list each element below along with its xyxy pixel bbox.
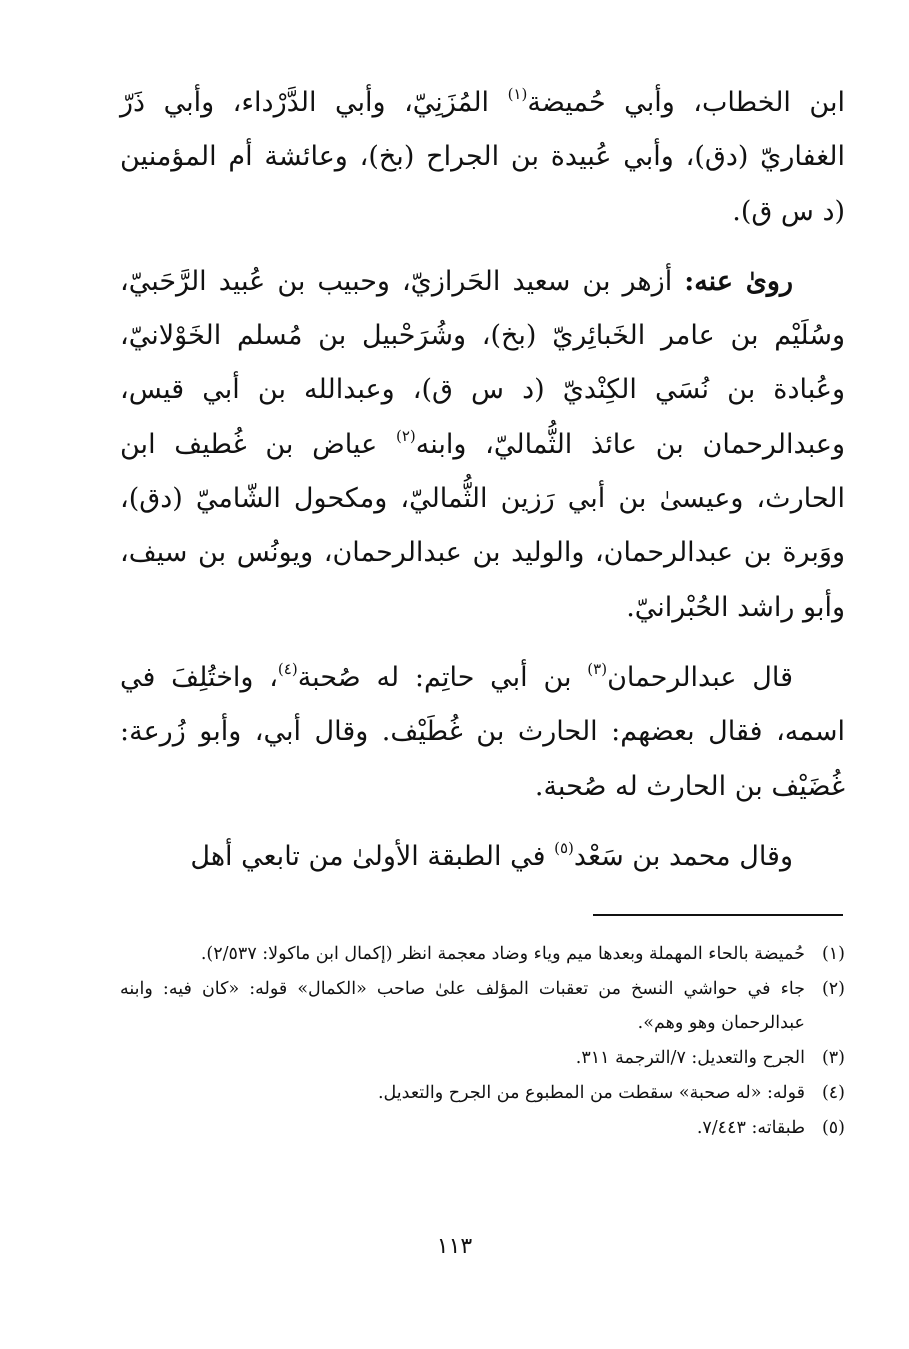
paragraph-narrators-from [120,76,845,239]
footnote-number: (١) [821,944,845,964]
footnote-marker: (٤) [277,659,298,678]
paragraph-ibn-saad [120,830,845,884]
main-text [120,76,845,884]
text-run: قال عبدالرحمان [607,661,793,693]
page-number: ١١٣ [436,1234,473,1259]
footnote-text: الجرح والتعديل: ٧/الترجمة ٣١١. [575,1048,805,1068]
text-run: عياض بن غُطيف ابن الحارث، وعيسىٰ بن أبي رَزين الثُّماليّ، ومكحول الشّاميّ (دق)، ووَبرة بن عبدالرحمان، والوليد بن عبدالرحمان، ويونُس بن سيف، وأبو راشد الحُبْرانيّ. [120,428,845,623]
text-run: بن أبي حاتِم: له صُحبة [297,661,588,693]
footnote-text: قوله: «له صحبة» سقطت من المطبوع من الجرح والتعديل. [377,1083,805,1103]
footnote-marker: (٣) [587,659,608,678]
footnote-marker: (٥) [554,838,574,857]
paragraph-lead: روىٰ عنه: [684,265,793,297]
text-run: أزهر بن سعيد الحَرازيّ، وحبيب بن عُبيد الرَّحَبيّ، وسُلَيْم بن عامر الخَبائِريّ (بخ)، وشُرَحْبيل بن مُسلم الخَوْلانيّ، وعُبادة بن نُسَي الكِنْديّ (د س ق)، وعبدالله بن أبي قيس، وعبدالرحمان بن عائذ الثُّماليّ، وابنه [120,265,845,460]
footnote-marker: (١) [507,85,528,103]
footnotes [120,937,845,1146]
footnote-5 [120,1111,845,1145]
footnote-number: (٢) [821,979,845,999]
text-run: ابن الخطاب، وأبي حُميضة [527,87,845,118]
footnote-number: (٤) [821,1083,845,1103]
footnote-text: جاء في حواشي النسخ من تعقبات المؤلف علىٰ صاحب «الكمال» قوله: «كان فيه: وابنه عبدالرحمان وهو وهم». [120,979,805,1033]
footnote-number: (٣) [821,1048,845,1068]
text-run: ، واختُلِفَ في اسمه، فقال بعضهم: الحارث بن غُطَيْف. وقال أبي، وأبو زُرعة: غُضَيْف بن الحارث له صُحبة. [120,661,845,802]
footnote-4 [120,1076,845,1110]
footnote-separator-rule [593,914,843,916]
footnote-1 [120,937,845,971]
footnote-number: (٥) [821,1118,845,1138]
footnote-text: حُميضة بالحاء المهملة وبعدها ميم وياء وضاد معجمة انظر (إكمال ابن ماكولا: ٢/٥٣٧). [200,944,805,964]
footnote-text: طبقاته: ٧/٤٤٣. [696,1118,805,1138]
text-run: في الطبقة الأولىٰ من تابعي أهل [190,840,555,872]
text-run: المُزَنِيّ، وأبي الدَّرْداء، وأبي ذَرّ الغفاريّ (دق)، وأبي عُبيدة بن الجراح (بخ)، وعائشة أم المؤمنين (د س ق). [120,87,845,227]
paragraph-abdulrahman-quote [120,651,845,814]
footnote-3 [120,1041,845,1075]
paragraph-narrated-by [120,255,845,635]
footnote-2 [120,972,845,1040]
footnote-marker: (٢) [395,426,416,445]
text-run: وقال محمد بن سَعْد [573,840,793,872]
